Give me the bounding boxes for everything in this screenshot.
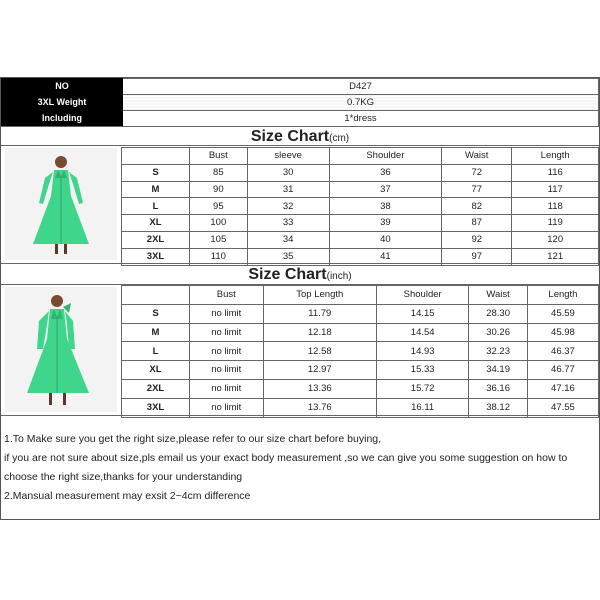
value-cell: 100	[190, 215, 248, 232]
table-header: Length	[527, 286, 598, 305]
value-cell: 47.16	[527, 379, 598, 398]
size-cell: M	[122, 323, 190, 342]
value-cell: 13.76	[263, 398, 377, 417]
table-row	[122, 379, 599, 398]
size-cell: L	[122, 198, 190, 215]
chart-unit: (inch)	[326, 271, 352, 282]
table-header: Top Length	[263, 286, 377, 305]
value-cell: 40	[329, 231, 441, 248]
value-cell: 13.36	[263, 379, 377, 398]
value-cell: 87	[442, 215, 512, 232]
value-cell: 121	[512, 248, 599, 265]
info-row	[2, 111, 599, 127]
size-cell: 2XL	[122, 379, 190, 398]
size-cell: S	[122, 304, 190, 323]
value-cell: 31	[247, 181, 329, 198]
table-header: Bust	[190, 286, 264, 305]
value-cell: 39	[329, 215, 441, 232]
value-cell: 34	[247, 231, 329, 248]
value-cell: 14.54	[377, 323, 469, 342]
value-cell: 33	[247, 215, 329, 232]
value-cell: 38	[329, 198, 441, 215]
size-chart-inch-title	[1, 263, 599, 285]
value-cell: 85	[190, 164, 248, 181]
value-cell: 15.72	[377, 379, 469, 398]
value-cell: 90	[190, 181, 248, 198]
table-header: Waist	[442, 148, 512, 165]
value-cell: 46.77	[527, 361, 598, 380]
size-sheet	[0, 77, 600, 520]
value-cell: no limit	[190, 398, 264, 417]
table-header	[122, 286, 190, 305]
value-cell: 12.58	[263, 342, 377, 361]
chart-unit: (cm)	[329, 133, 350, 144]
table-row	[122, 181, 599, 198]
value-cell: 110	[190, 248, 248, 265]
value-cell: 116	[512, 164, 599, 181]
value-cell: no limit	[190, 342, 264, 361]
value-cell: 95	[190, 198, 248, 215]
value-cell: 46.37	[527, 342, 598, 361]
size-notes	[1, 415, 599, 519]
value-cell: 47.55	[527, 398, 598, 417]
table-header: Bust	[190, 148, 248, 165]
size-cell: M	[122, 181, 190, 198]
value-cell: 35	[247, 248, 329, 265]
value-cell: 97	[442, 248, 512, 265]
info-value: 0.7KG	[123, 95, 599, 111]
value-cell: no limit	[190, 304, 264, 323]
size-chart-inch-table	[121, 285, 599, 418]
info-label: 3XL Weight	[2, 95, 123, 111]
value-cell: 41	[329, 248, 441, 265]
info-value: 1*dress	[123, 111, 599, 127]
value-cell: 117	[512, 181, 599, 198]
table-header-row	[122, 286, 599, 305]
size-cell: L	[122, 342, 190, 361]
value-cell: 77	[442, 181, 512, 198]
value-cell: 37	[329, 181, 441, 198]
value-cell: 28.30	[469, 304, 528, 323]
table-header: Length	[512, 148, 599, 165]
chart-title-text: Size Chart	[250, 128, 330, 145]
value-cell: 119	[512, 215, 599, 232]
size-cell: 3XL	[122, 248, 190, 265]
note-line: choose the right size,thanks for your understanding	[4, 471, 243, 483]
size-cell: XL	[122, 215, 190, 232]
value-cell: 30.26	[469, 323, 528, 342]
info-value: D427	[123, 79, 599, 95]
value-cell: 14.15	[377, 304, 469, 323]
value-cell: no limit	[190, 361, 264, 380]
size-cell: XL	[122, 361, 190, 380]
value-cell: 11.79	[263, 304, 377, 323]
info-row	[2, 95, 599, 111]
value-cell: 120	[512, 231, 599, 248]
value-cell: 34.19	[469, 361, 528, 380]
value-cell: 30	[247, 164, 329, 181]
value-cell: 32	[247, 198, 329, 215]
dress-photo	[5, 287, 117, 412]
dress-photo	[5, 148, 117, 260]
dress-model-image	[5, 148, 117, 260]
size-cell: S	[122, 164, 190, 181]
size-chart-cm-title	[1, 126, 599, 146]
value-cell: 16.11	[377, 398, 469, 417]
dress-model-image	[5, 287, 117, 412]
table-header: Waist	[469, 286, 528, 305]
chart-title-text: Size Chart	[248, 266, 327, 283]
value-cell: 82	[442, 198, 512, 215]
size-cell: 2XL	[122, 231, 190, 248]
value-cell: 36.16	[469, 379, 528, 398]
table-row	[122, 231, 599, 248]
value-cell: 105	[190, 231, 248, 248]
table-header: Shoulder	[329, 148, 441, 165]
table-row	[122, 198, 599, 215]
value-cell: no limit	[190, 323, 264, 342]
info-row	[2, 79, 599, 95]
table-row	[122, 164, 599, 181]
value-cell: 15.33	[377, 361, 469, 380]
note-line: 2.Mansual measurement may exsit 2~4cm difference	[4, 490, 251, 502]
size-chart-cm-table	[121, 147, 599, 266]
value-cell: 92	[442, 231, 512, 248]
info-label: Including	[2, 111, 123, 127]
table-header: sleeve	[247, 148, 329, 165]
value-cell: 12.18	[263, 323, 377, 342]
table-header: Shoulder	[377, 286, 469, 305]
note-line: 1.To Make sure you get the right size,please refer to our size chart before buying,	[4, 433, 382, 445]
value-cell: 72	[442, 164, 512, 181]
value-cell: 12.97	[263, 361, 377, 380]
info-label: NO	[2, 79, 123, 95]
value-cell: 14.93	[377, 342, 469, 361]
note-line: if you are not sure about size,pls email us your exact body measurement ,so we can give you some suggestion on how to	[4, 452, 568, 464]
size-cell: 3XL	[122, 398, 190, 417]
value-cell: 45.59	[527, 304, 598, 323]
value-cell: 45.98	[527, 323, 598, 342]
table-row	[122, 304, 599, 323]
value-cell: 36	[329, 164, 441, 181]
product-info-table	[1, 78, 599, 127]
table-header	[122, 148, 190, 165]
table-row	[122, 342, 599, 361]
value-cell: 118	[512, 198, 599, 215]
value-cell: no limit	[190, 379, 264, 398]
value-cell: 32.23	[469, 342, 528, 361]
table-row	[122, 323, 599, 342]
table-header-row	[122, 148, 599, 165]
value-cell: 38.12	[469, 398, 528, 417]
table-row	[122, 361, 599, 380]
table-row	[122, 215, 599, 232]
